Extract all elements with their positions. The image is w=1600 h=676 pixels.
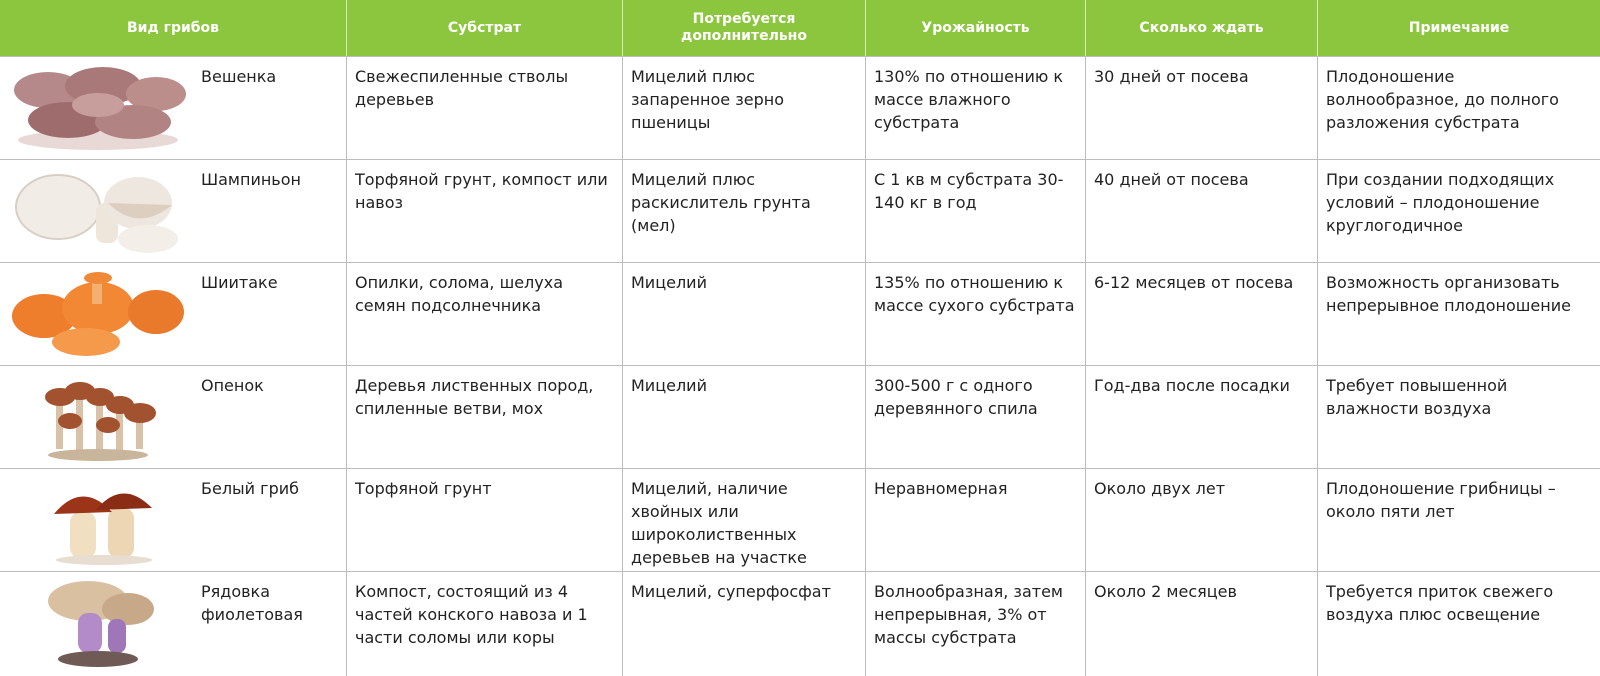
note-cell: Возможность организовать непрерывное плодоношение <box>1326 273 1571 315</box>
mushroom-name: Опенок <box>201 376 264 395</box>
wood-blewit-icon <box>0 572 195 674</box>
extra-cell: Мицелий <box>623 366 866 469</box>
table-row <box>0 468 1600 572</box>
wait-cell: Около 2 месяцев <box>1086 572 1318 676</box>
type-cell <box>0 366 347 469</box>
substrate-cell: Свежеспиленные стволы деревьев <box>347 57 623 160</box>
extra-cell: Мицелий плюс раскислитель грунта (мел) <box>623 160 866 263</box>
header-yield: Урожайность <box>866 0 1086 56</box>
wait-cell: Около двух лет <box>1086 469 1318 572</box>
wait-cell: 6-12 месяцев от посева <box>1086 263 1318 366</box>
header-substrate: Субстрат <box>347 0 623 56</box>
note-cell: Требует повышенной влажности воздуха <box>1326 376 1508 418</box>
wait-cell: 30 дней от посева <box>1086 57 1318 160</box>
mushroom-name: Вешенка <box>201 67 277 86</box>
note-cell: Требуется приток свежего воздуха плюс освещение <box>1326 582 1554 624</box>
yield-cell: Волнообразная, затем непрерывная, 3% от массы субстрата <box>866 572 1086 676</box>
extra-cell: Мицелий <box>623 263 866 366</box>
wait-cell: 40 дней от посева <box>1086 160 1318 263</box>
type-cell <box>0 469 347 572</box>
extra-cell: Мицелий, суперфосфат <box>623 572 866 676</box>
note-cell: При создании подходящих условий – плодоношение круглогодичное <box>1326 170 1555 235</box>
mushroom-name: Белый гриб <box>201 479 299 498</box>
extra-cell: Мицелий, наличие хвойных или широколиственных деревьев на участке <box>623 469 866 572</box>
table-row <box>0 365 1600 469</box>
substrate-cell: Торфяной грунт <box>347 469 623 572</box>
shiitake-icon <box>0 263 195 365</box>
yield-cell: 300-500 г с одного деревянного спила <box>866 366 1086 469</box>
porcini-icon <box>0 469 195 571</box>
type-cell <box>0 160 347 263</box>
mushroom-name: Шиитаке <box>201 273 278 292</box>
table-header <box>0 0 1600 56</box>
yield-cell: Неравномерная <box>866 469 1086 572</box>
substrate-cell: Деревья лиственных пород, спиленные ветви, мох <box>347 366 623 469</box>
mushroom-name: Шампиньон <box>201 170 301 189</box>
champignon-icon <box>0 160 195 262</box>
table-row <box>0 571 1600 676</box>
type-cell <box>0 57 347 160</box>
table-row <box>0 56 1600 160</box>
type-cell <box>0 572 347 676</box>
table-row <box>0 262 1600 366</box>
yield-cell: 135% по отношению к массе сухого субстрата <box>866 263 1086 366</box>
header-wait: Сколько ждать <box>1086 0 1318 56</box>
wait-cell: Год-два после посадки <box>1086 366 1318 469</box>
substrate-cell: Компост, состоящий из 4 частей конского навоза и 1 части соломы или коры <box>347 572 623 676</box>
mushroom-name: Рядовка фиолетовая <box>201 582 303 624</box>
substrate-cell: Опилки, солома, шелуха семян подсолнечника <box>347 263 623 366</box>
note-cell: Плодоношение грибницы – около пяти лет <box>1326 479 1556 521</box>
table-row <box>0 159 1600 263</box>
yield-cell: 130% по отношению к массе влажного субстрата <box>866 57 1086 160</box>
header-note: Примечание <box>1408 19 1510 36</box>
yield-cell: С 1 кв м субстрата 30-140 кг в год <box>866 160 1086 263</box>
oyster-mushroom-icon <box>0 57 195 159</box>
type-cell <box>0 263 347 366</box>
honey-mushroom-icon <box>0 366 195 468</box>
substrate-cell: Торфяной грунт, компост или навоз <box>347 160 623 263</box>
extra-cell: Мицелий плюс запаренное зерно пшеницы <box>623 57 866 160</box>
header-mushroom-type: Вид грибов <box>0 0 347 56</box>
header-extra: Потребуется дополнительно <box>623 0 866 56</box>
note-cell: Плодоношение волнообразное, до полного разложения субстрата <box>1326 67 1559 132</box>
